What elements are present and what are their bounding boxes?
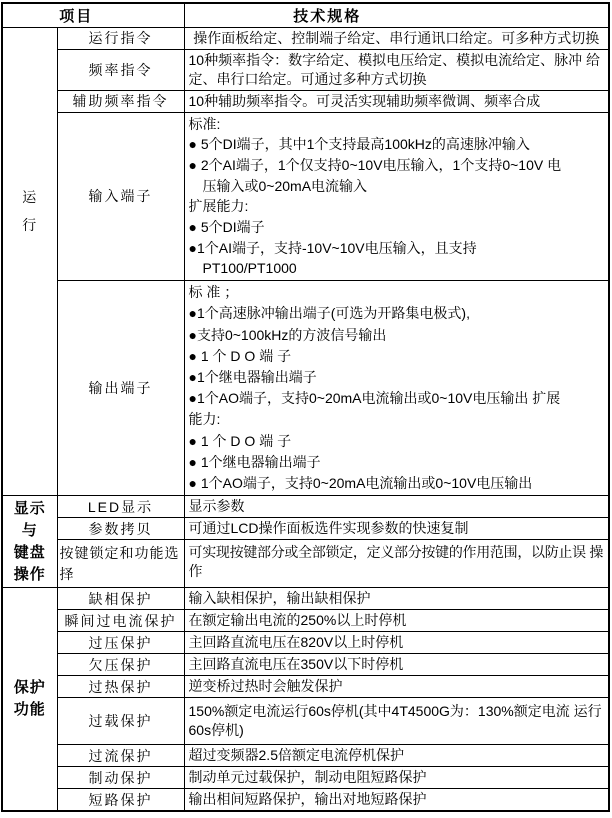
table-row: [2, 540, 609, 588]
spec-line: ● 1 个 D O 端 子: [188, 347, 292, 364]
group-label-display-keyboard: [2, 496, 57, 588]
spec-line: 标 准 ；: [188, 284, 239, 301]
item-run-command: 运行指令: [57, 27, 184, 49]
spec-aux-frequency-command: 10种辅助频率指令。可灵活实现辅助频率微调、频率合成: [184, 90, 609, 112]
spec-line: PT100/PT1000: [202, 260, 297, 277]
spec-overvoltage-protection: 主回路直流电压在820V以上时停机: [184, 632, 609, 654]
table-row: [2, 745, 609, 767]
item-aux-frequency-command: 辅助频率指令: [57, 90, 184, 112]
item-undervoltage-protection: 欠压保护: [57, 654, 184, 676]
technical-spec-table: [1, 2, 610, 812]
group-protection-line: 功能: [13, 701, 46, 719]
table-header-row: [2, 3, 609, 27]
spec-overcurrent-protection: 超过变频器2.5倍额定电流停机保护: [184, 745, 609, 767]
table-row: [2, 698, 609, 745]
spec-line: ● 1个AO端子，支持0~20mA电流输出或0~10V电压输出: [188, 474, 533, 491]
group-label-run: [2, 27, 57, 496]
item-led-display: LED显示: [57, 496, 184, 518]
group-label-protection: [2, 588, 57, 812]
table-row: [2, 610, 609, 632]
spec-overheat-protection: 逆变桥过热时会触发保护: [184, 676, 609, 698]
item-frequency-command: 频率指令: [57, 49, 184, 90]
item-braking-protection: 制动保护: [57, 767, 184, 789]
spec-line: 能力:: [188, 411, 221, 428]
spec-short-circuit-protection: 输出相间短路保护，输出对地短路保护: [184, 789, 609, 812]
spec-line: ● 5个DI端子: [188, 219, 265, 236]
table-row: [2, 27, 609, 49]
table-row: [2, 767, 609, 789]
spec-frequency-command: 10种频率指令：数字给定、模拟电压给定、模拟电流给定、脉冲 给定、串行口给定。可通过多种方式切换: [184, 49, 609, 90]
spec-line: ●1个AI端子，支持-10V~10V电压输入，且支持: [188, 239, 477, 256]
spec-overload-protection: 150%额定电流运行60s停机(其中4T4500G为：130%额定电流 运行60s停机): [184, 698, 609, 745]
table-row: [2, 632, 609, 654]
spec-line: ●1个高速脉冲输出端子(可选为开路集电极式),: [188, 305, 470, 322]
table-row: [2, 496, 609, 518]
table-row: [2, 789, 609, 812]
spec-undervoltage-protection: 主回路直流电压在350V以下时停机: [184, 654, 609, 676]
spec-key-lock: 可实现按键部分或全部锁定，定义部分按键的作用范围，以防止误 操作: [184, 540, 609, 588]
spec-led-display: 显示参数: [184, 496, 609, 518]
table-row: [2, 112, 609, 281]
item-overcurrent-protection: 过流保护: [57, 745, 184, 767]
table-row: [2, 281, 609, 496]
item-key-lock: 按键锁定和功能选择: [57, 540, 184, 588]
group-run-line: 行: [22, 217, 38, 234]
spec-braking-protection: 制动单元过载保护，制动电阻短路保护: [184, 767, 609, 789]
column-header-item: 项目: [2, 3, 184, 27]
spec-output-terminals: [184, 281, 609, 496]
spec-instant-overcurrent-protection: 在额定输出电流的250%以上时停机: [184, 610, 609, 632]
spec-line: 压输入或0~20mA电流输入: [202, 177, 368, 194]
column-header-spec: 技术规格: [184, 3, 609, 27]
item-short-circuit-protection: 短路保护: [57, 789, 184, 812]
group-protection-line: 保护: [13, 679, 46, 697]
group-display-line: 与: [21, 521, 38, 539]
spec-line: ● 1 个 D O 端 子: [188, 432, 292, 449]
spec-line: ● 2个AI端子，1个仅支持0~10V电压输入，1个支持0~10V 电: [188, 156, 562, 173]
spec-line: ●支持0~100kHz的方波信号输出: [188, 326, 387, 343]
table-row: [2, 676, 609, 698]
item-output-terminals: 输出端子: [57, 281, 184, 496]
table-row: [2, 588, 609, 610]
group-display-line: 操作: [13, 565, 46, 583]
spec-run-command: 操作面板给定、控制端子给定、串行通讯口给定。可多种方式切换: [184, 27, 609, 49]
item-overvoltage-protection: 过压保护: [57, 632, 184, 654]
spec-line: ● 5个DI端子，其中1个支持最高100kHz的高速脉冲输入: [188, 136, 530, 153]
spec-line: ● 1个继电器输出端子: [188, 453, 321, 470]
spec-line: ●1个AO端子，支持0~20mA电流输出或0~10V电压输出 扩展: [188, 390, 561, 407]
item-overload-protection: 过载保护: [57, 698, 184, 745]
table-row: [2, 654, 609, 676]
item-parameter-copy: 参数拷贝: [57, 518, 184, 540]
spec-input-terminals: [184, 112, 609, 281]
spec-phase-loss-protection: 输入缺相保护，输出缺相保护: [184, 588, 609, 610]
item-instant-overcurrent-protection: 瞬间过电流保护: [57, 610, 184, 632]
group-run-line: 运: [22, 189, 38, 206]
spec-line: 扩展能力:: [188, 198, 249, 215]
table-row: [2, 49, 609, 90]
group-display-line: 键盘: [13, 543, 46, 561]
group-display-line: 显示: [13, 499, 46, 517]
table-row: [2, 90, 609, 112]
item-phase-loss-protection: 缺相保护: [57, 588, 184, 610]
spec-line: ●1个继电器输出端子: [188, 368, 317, 385]
spec-line: 标准:: [188, 115, 221, 132]
table-row: [2, 518, 609, 540]
item-input-terminals: 输入端子: [57, 112, 184, 281]
item-overheat-protection: 过热保护: [57, 676, 184, 698]
spec-parameter-copy: 可通过LCD操作面板选件实现参数的快速复制: [184, 518, 609, 540]
